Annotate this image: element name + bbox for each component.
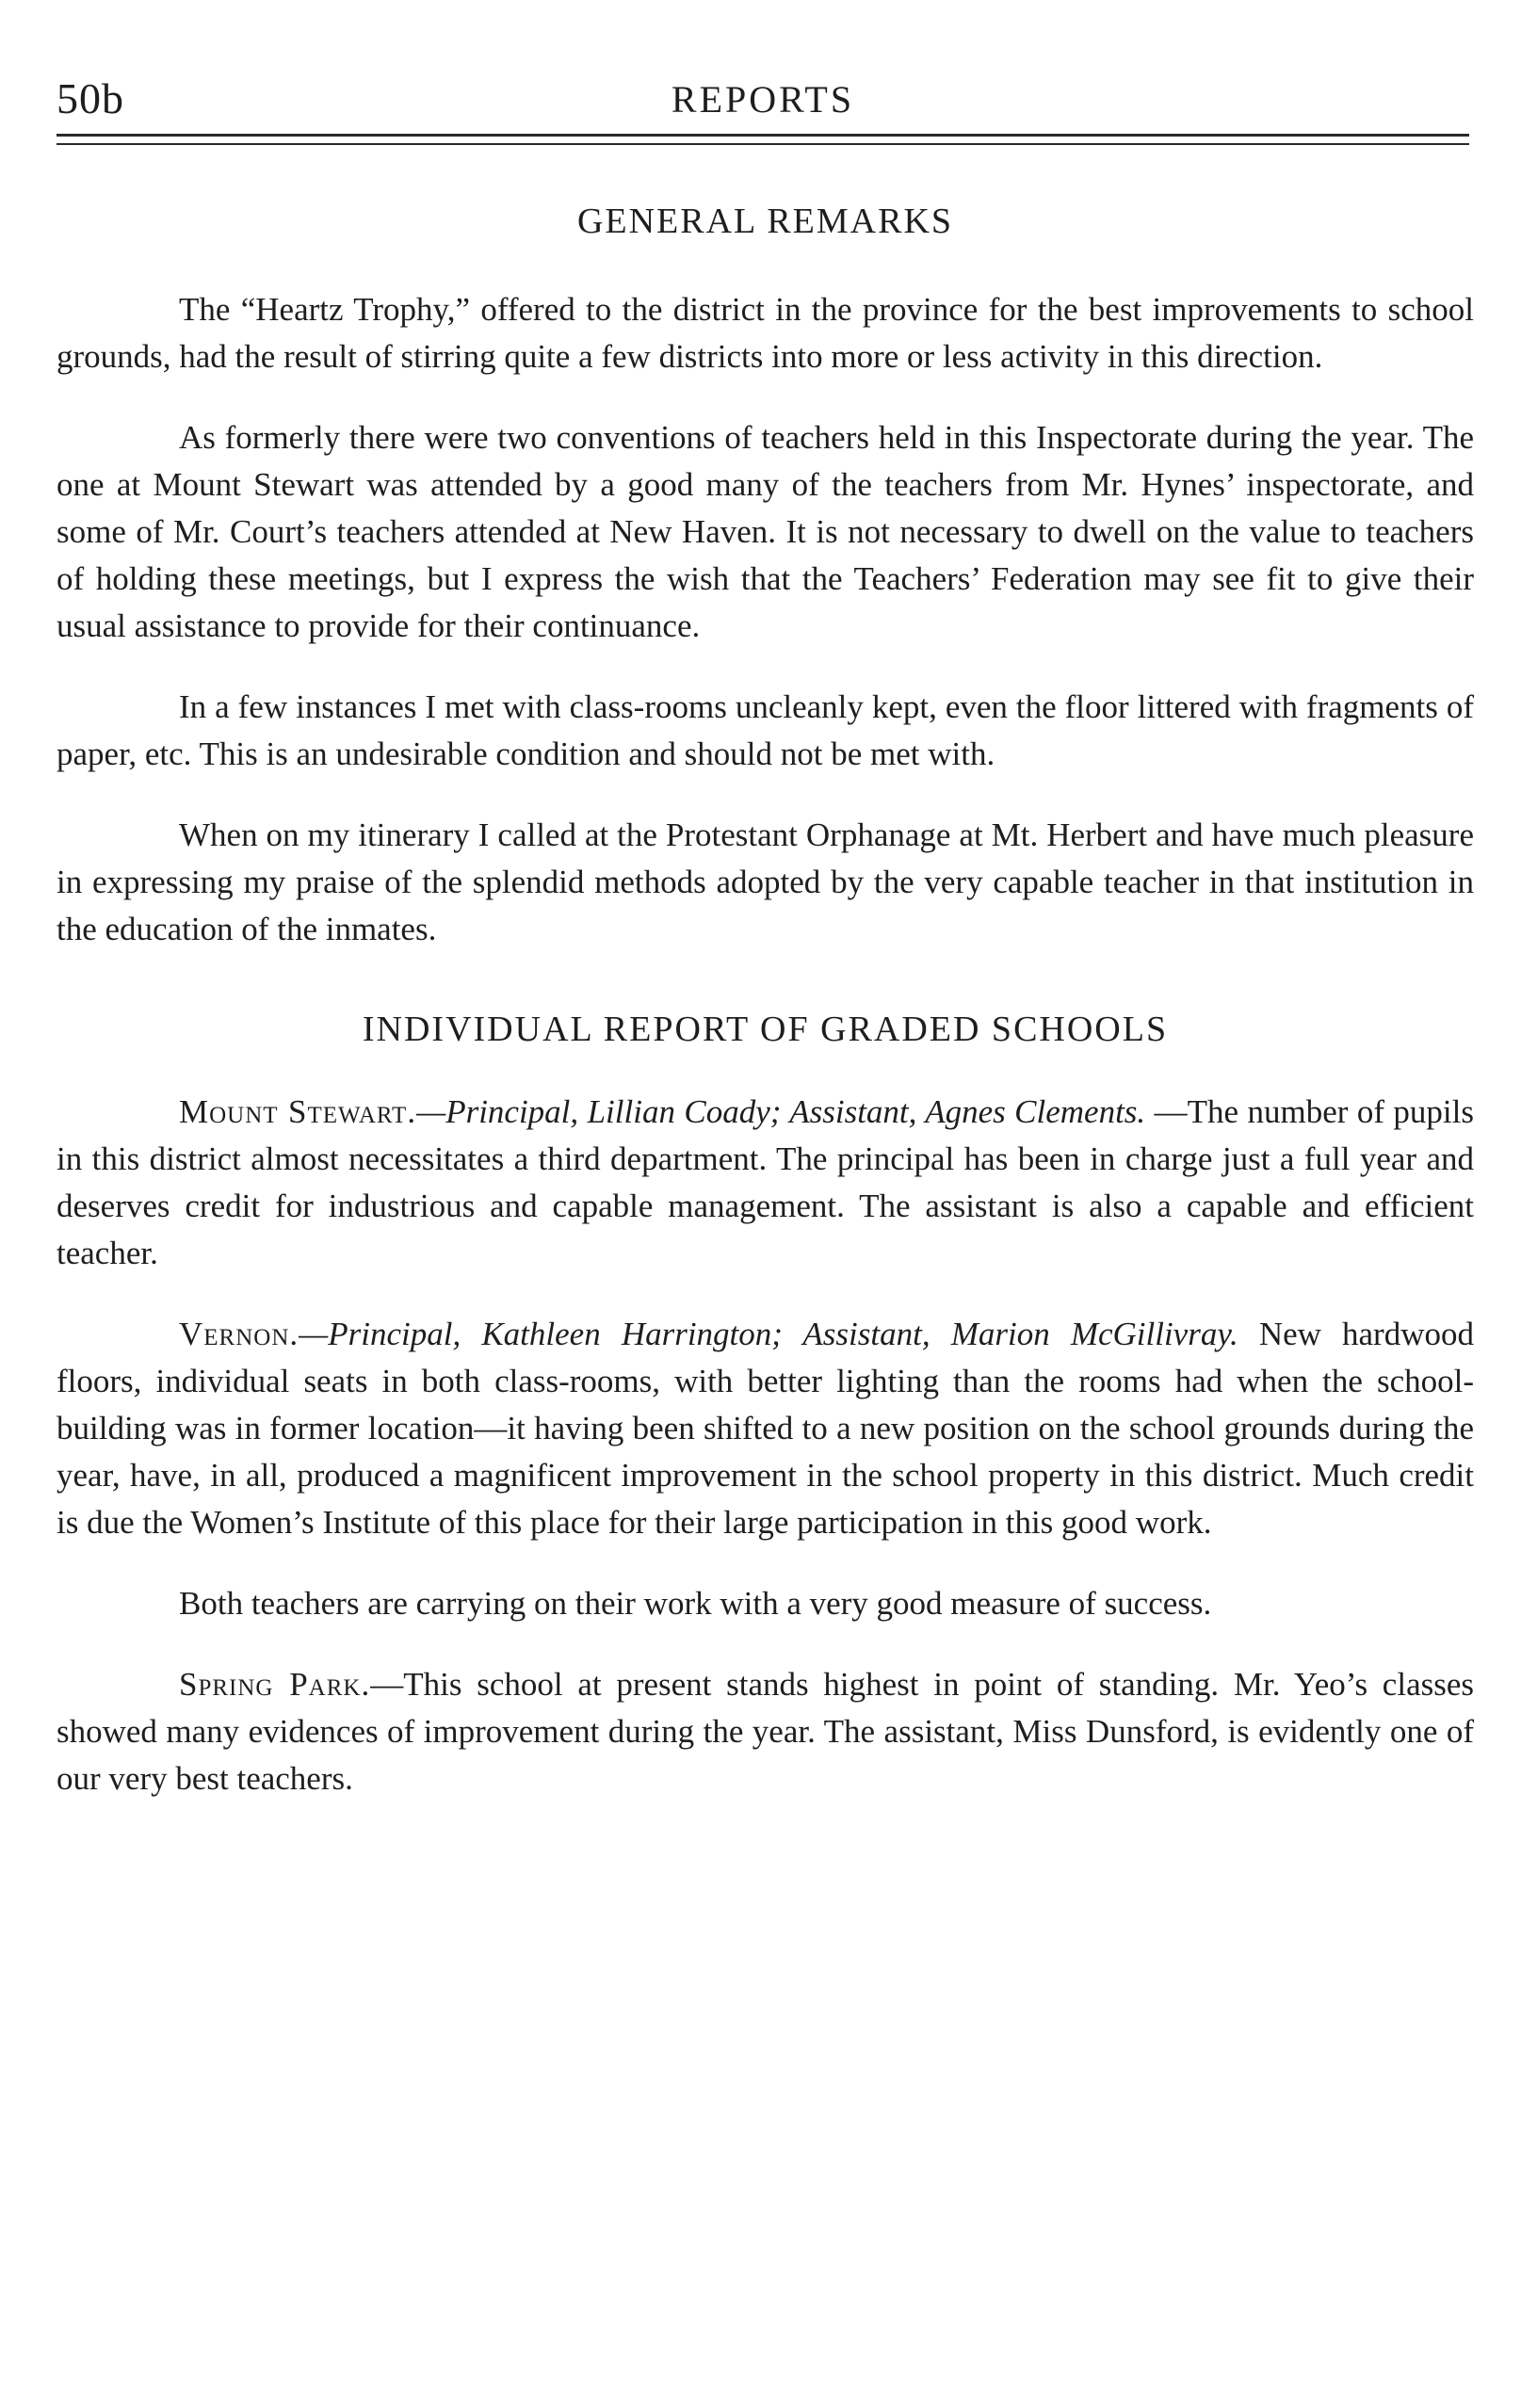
spring-park-report [57, 1661, 1474, 1802]
paragraph-heartz-trophy: The “Heartz Trophy,” offered to the district in the province for the best improvements to school grounds, had the result of stirring quite a few districts into more or less activity in this direction. [57, 291, 1474, 375]
vernon-staff: —Principal, Kathleen Harrington; Assistant, Marion McGillivray. [299, 1316, 1238, 1352]
mount-stewart-report [57, 1089, 1474, 1277]
graded-schools-heading: INDIVIDUAL REPORT OF GRADED SCHOOLS [362, 1010, 1169, 1049]
spring-park-text: —This school at present stands highest in point of standing. Mr. Yeo’s classes showed many evidences of improvement during the year. The assistant, Miss Dunsford, is evidently one of our very best teachers. [57, 1666, 1475, 1797]
vernon-followup: Both teachers are carrying on their work with a very good measure of success. [179, 1585, 1212, 1622]
running-title: REPORTS [671, 78, 855, 121]
paragraph-class-rooms: In a few instances I met with class-rooms uncleanly kept, even the floor littered with fragments of paper, etc. This is an undesirable condition and should not be met with. [57, 688, 1474, 772]
general-remarks-heading: GENERAL REMARKS [576, 202, 954, 241]
page-number: 50b [57, 74, 124, 122]
paragraph-conventions: As formerly there were two conventions of teachers held in this Inspectorate during the year. The one at Mount Stewart was attended by a good many of the teachers from Mr. Hynes’ inspectorate, and some of Mr. Court’s teachers attended at New Haven. It is not necessary to dwell on the value to teachers of holding these meetings, but I express the wish that the Teachers’ Federation may see fit to give their usual assistance to provide for their continuance. [57, 419, 1474, 644]
page-header [57, 73, 1469, 130]
body-text [57, 188, 1474, 1836]
paragraph-orphanage: When on my itinerary I called at the Protestant Orphanage at Mt. Herbert and have much pleasure in expressing my praise of the splendid methods adopted by the very capable teacher in that institution in the education of the inmates. [57, 816, 1474, 947]
school-name-spring-park: Spring Park. [179, 1666, 371, 1703]
school-name-vernon: Vernon. [179, 1316, 299, 1352]
vernon-report [57, 1311, 1474, 1546]
mount-stewart-staff: —Principal, Lillian Coady; Assistant, Agnes Clements. [416, 1093, 1146, 1130]
school-name-mount-stewart: Mount Stewart. [179, 1093, 417, 1130]
header-rule [57, 134, 1469, 145]
mount-stewart-text: —The number of pupils in this district almost necessitates a third department. The principal has been in charge just a full year and deserves credit for industrious and capable management. The assistant is also a capable and efficient teacher. [57, 1093, 1474, 1271]
vernon-text: New hardwood floors, individual seats in both class-rooms, with better lighting than the rooms had when the school-building was in former location—it having been shifted to a new position on the school grounds during the year, have, in all, produced a magnificent improvement in the school property in this district. Much credit is due the Women’s Institute of this place for their large participation in this good work. [57, 1316, 1474, 1541]
